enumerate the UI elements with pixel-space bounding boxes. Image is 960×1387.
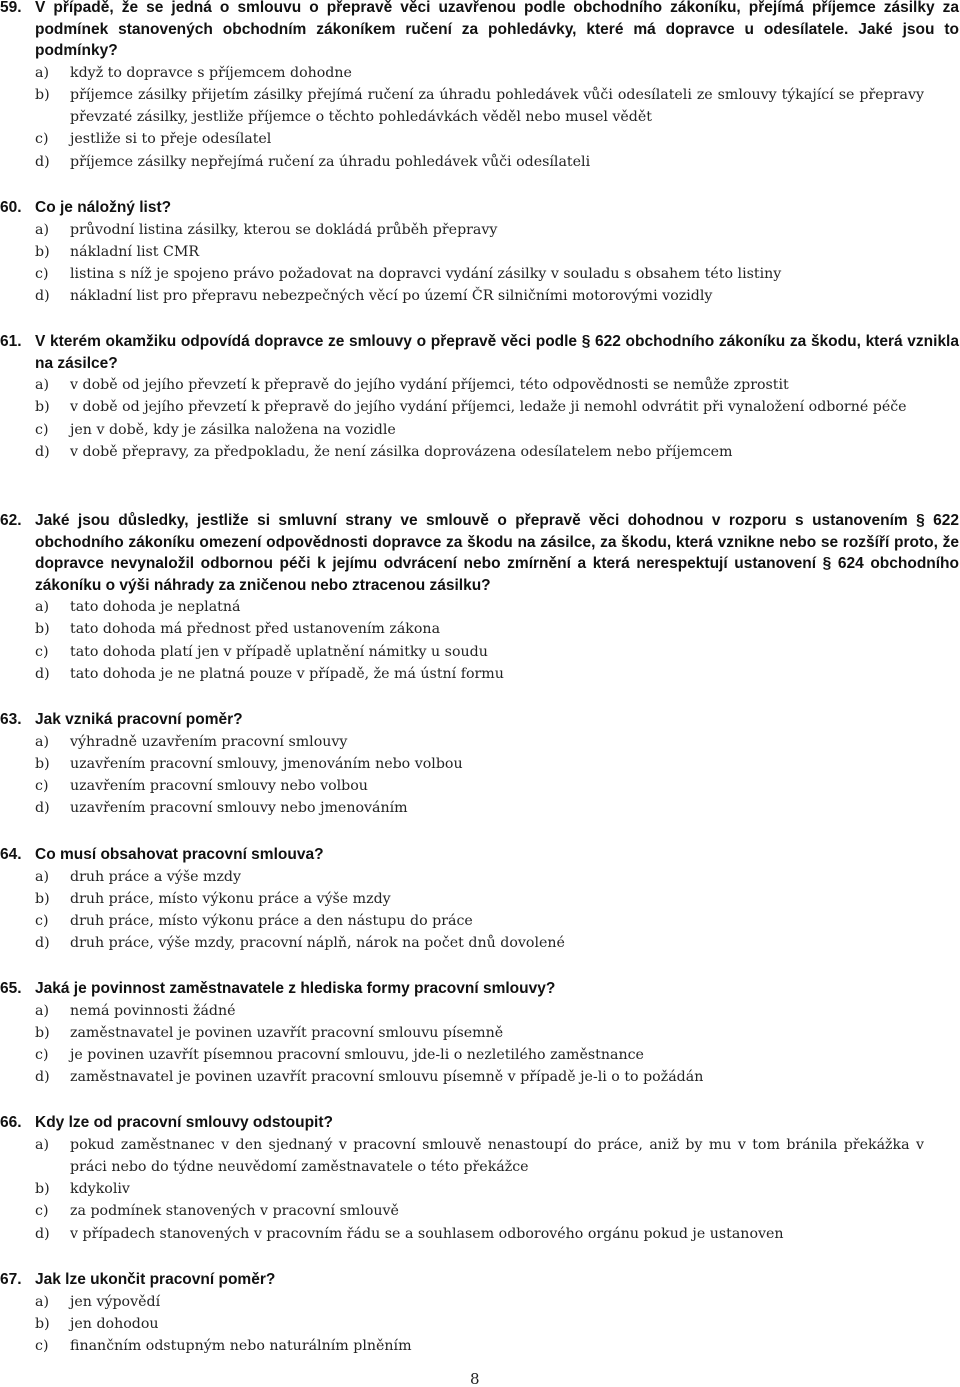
option-label: a) bbox=[35, 1293, 49, 1310]
option-label: a) bbox=[35, 1136, 49, 1153]
question-text: Jaká je povinnost zaměstnavatele z hlediska formy pracovní smlouvy? bbox=[35, 980, 556, 997]
option-text: nákladní list pro přepravu nebezpečných věcí po území ČR silničními motorovými vozidly bbox=[70, 288, 713, 305]
option-label: a) bbox=[35, 1002, 49, 1019]
option-text: jen výpovědí bbox=[70, 1293, 161, 1310]
option-text: druh práce, místo výkonu práce a den nástupu do práce bbox=[70, 913, 473, 930]
question-text: Co je náložný list? bbox=[35, 199, 172, 216]
question-heading bbox=[0, 0, 960, 62]
question-number: 61. bbox=[0, 333, 22, 350]
option-text: zaměstnavatel je povinen uzavřít pracovní smlouvu písemně bbox=[70, 1024, 504, 1041]
option-text: druh práce, místo výkonu práce a výše mzdy bbox=[70, 890, 391, 907]
answer-option bbox=[0, 1223, 960, 1245]
answer-option bbox=[0, 1022, 960, 1044]
option-text: je povinen uzavřít písemnou pracovní smlouvu, jde-li o nezletilého zaměstnance bbox=[70, 1047, 644, 1064]
question-65 bbox=[0, 978, 960, 1089]
question-heading bbox=[0, 331, 960, 374]
option-text: jestliže si to přeje odesílatel bbox=[70, 131, 272, 148]
option-text: v době přepravy, za předpokladu, že není zásilka doprovázena odesílatelem nebo příjemcem bbox=[70, 443, 733, 460]
option-label: a) bbox=[35, 868, 49, 885]
answer-option bbox=[0, 1000, 960, 1022]
option-text: v době od jejího převzetí k přepravě do jejího vydání příjemci, ledaže ji nemohl odvrátit při vynaložení odborné péče bbox=[70, 399, 907, 416]
option-label: c) bbox=[35, 266, 49, 283]
option-text: jen v době, kdy je zásilka naložena na vozidle bbox=[70, 421, 396, 438]
option-label: d) bbox=[35, 288, 50, 305]
option-label: d) bbox=[35, 935, 50, 952]
question-text: Jaké jsou důsledky, jestliže si smluvní strany ve smlouvě o přepravě věci dohodnou v rozporu s ustanovením § 622 obchodního zákoníku omezení odpovědnosti dopravce za škodu na zásilce, za škodu, která vznikne nebo se rozšíří proto, že dopravce nevynaložil odbornou péči k jejímu odvrácení nebo zmírnění a která nerespektují ustanovení § 624 obchodního zákoníku o výši náhrady za zničenou nebo ztracenou zásilku? bbox=[35, 512, 959, 594]
answer-option bbox=[0, 396, 960, 418]
option-text: nákladní list CMR bbox=[70, 243, 200, 260]
option-text: uzavřením pracovní smlouvy nebo jmenováním bbox=[70, 800, 408, 817]
option-label: b) bbox=[35, 755, 50, 772]
option-label: d) bbox=[35, 153, 50, 170]
option-label: b) bbox=[35, 86, 50, 103]
option-label: a) bbox=[35, 64, 49, 81]
answer-option bbox=[0, 419, 960, 441]
answer-option bbox=[0, 1134, 960, 1179]
question-64 bbox=[0, 844, 960, 955]
question-63 bbox=[0, 709, 960, 820]
answer-option bbox=[0, 663, 960, 685]
option-text: nemá povinnosti žádné bbox=[70, 1002, 236, 1019]
question-text: Kdy lze od pracovní smlouvy odstoupit? bbox=[35, 1114, 333, 1131]
answer-option bbox=[0, 888, 960, 910]
option-text: příjemce zásilky nepřejímá ručení za úhradu pohledávek vůči odesílateli bbox=[70, 153, 591, 170]
answer-option bbox=[0, 1066, 960, 1088]
option-text: když to dopravce s příjemcem dohodne bbox=[70, 64, 352, 81]
question-number: 59. bbox=[0, 0, 22, 16]
answer-option bbox=[0, 866, 960, 888]
question-text: V kterém okamžiku odpovídá dopravce ze smlouvy o přepravě věci podle § 622 obchodního zákoníku za škodu, která vznikla na zásilce? bbox=[35, 333, 959, 372]
answer-option bbox=[0, 753, 960, 775]
option-label: d) bbox=[35, 1069, 50, 1086]
question-heading bbox=[0, 510, 960, 596]
answer-option bbox=[0, 84, 960, 129]
answer-option bbox=[0, 1200, 960, 1222]
question-61 bbox=[0, 331, 960, 463]
option-text: kdykoliv bbox=[70, 1181, 130, 1198]
question-number: 63. bbox=[0, 711, 22, 728]
question-number: 67. bbox=[0, 1271, 22, 1288]
option-label: b) bbox=[35, 890, 50, 907]
answer-option bbox=[0, 374, 960, 396]
question-text: V případě, že se jedná o smlouvu o přepravě věci uzavřenou podle obchodního zákoníku, přejímá příjemce zásilky za podmínek stanovených obchodním zákoníkem ručení za pohledávky, které má dopravce u odesílatele. Jaké jsou to podmínky? bbox=[35, 0, 959, 59]
answer-option bbox=[0, 62, 960, 84]
question-67 bbox=[0, 1269, 960, 1357]
option-label: c) bbox=[35, 643, 49, 660]
option-label: b) bbox=[35, 1024, 50, 1041]
option-label: d) bbox=[35, 443, 50, 460]
option-text: druh práce a výše mzdy bbox=[70, 868, 242, 885]
option-label: a) bbox=[35, 599, 49, 615]
option-label: a) bbox=[35, 221, 49, 238]
option-text: tato dohoda je neplatná bbox=[70, 599, 241, 615]
option-label: c) bbox=[35, 421, 49, 438]
question-heading bbox=[0, 978, 960, 1000]
option-label: b) bbox=[35, 399, 50, 416]
option-label: c) bbox=[35, 1338, 49, 1355]
question-text: Jak lze ukončit pracovní poměr? bbox=[35, 1271, 276, 1288]
answer-option bbox=[0, 1291, 960, 1313]
option-label: c) bbox=[35, 778, 49, 795]
question-number: 65. bbox=[0, 980, 22, 997]
option-text: pokud zaměstnanec v den sjednaný v pracovní smlouvě nenastoupí do práce, aniž by mu v tom bránila překážka v práci nebo do týdne neuvědomí zaměstnavatele o této překážce bbox=[70, 1136, 924, 1175]
option-label: b) bbox=[35, 243, 50, 260]
option-text: tato dohoda je ne platná pouze v případě, že má ústní formu bbox=[70, 665, 504, 682]
question-number: 64. bbox=[0, 846, 22, 863]
answer-option bbox=[0, 441, 960, 463]
option-text: tato dohoda platí jen v případě uplatnění námitky u soudu bbox=[70, 643, 488, 660]
answer-option bbox=[0, 1335, 960, 1357]
answer-option bbox=[0, 618, 960, 640]
option-label: d) bbox=[35, 800, 50, 817]
answer-option bbox=[0, 1044, 960, 1066]
question-heading bbox=[0, 709, 960, 731]
option-text: výhradně uzavřením pracovní smlouvy bbox=[70, 733, 348, 750]
answer-option bbox=[0, 797, 960, 819]
answer-option bbox=[0, 910, 960, 932]
question-heading bbox=[0, 844, 960, 866]
question-number: 66. bbox=[0, 1114, 22, 1131]
option-text: druh práce, výše mzdy, pracovní náplň, nárok na počet dnů dovolené bbox=[70, 935, 565, 952]
answer-option bbox=[0, 151, 960, 173]
option-label: b) bbox=[35, 621, 50, 638]
question-heading bbox=[0, 1269, 960, 1291]
question-62 bbox=[0, 510, 960, 685]
answer-option bbox=[0, 596, 960, 618]
answer-option bbox=[0, 775, 960, 797]
answer-option bbox=[0, 932, 960, 954]
question-text: Jak vzniká pracovní poměr? bbox=[35, 711, 243, 728]
option-text: za podmínek stanovených v pracovní smlouvě bbox=[70, 1203, 399, 1220]
option-label: d) bbox=[35, 1225, 50, 1242]
option-text: tato dohoda má přednost před ustanovením zákona bbox=[70, 621, 441, 638]
answer-option bbox=[0, 263, 960, 285]
option-text: v případech stanovených v pracovním řádu se a souhlasem odborového orgánu pokud je ustanoven bbox=[70, 1225, 784, 1242]
option-label: b) bbox=[35, 1315, 50, 1332]
answer-option bbox=[0, 641, 960, 663]
answer-option bbox=[0, 128, 960, 150]
option-text: průvodní listina zásilky, kterou se dokládá průběh přepravy bbox=[70, 221, 498, 238]
question-66 bbox=[0, 1112, 960, 1245]
option-text: finančním odstupným nebo naturálním plněním bbox=[70, 1338, 412, 1355]
answer-option bbox=[0, 1178, 960, 1200]
answer-option bbox=[0, 219, 960, 241]
option-text: v době od jejího převzetí k přepravě do jejího vydání příjemci, této odpovědnosti se nemůže zprostit bbox=[70, 377, 789, 393]
option-label: d) bbox=[35, 665, 50, 682]
answer-option bbox=[0, 285, 960, 307]
question-heading bbox=[0, 197, 960, 219]
option-label: c) bbox=[35, 131, 49, 148]
option-text: uzavřením pracovní smlouvy nebo volbou bbox=[70, 778, 368, 795]
option-text: uzavřením pracovní smlouvy, jmenováním nebo volbou bbox=[70, 755, 463, 772]
answer-option bbox=[0, 241, 960, 263]
option-text: příjemce zásilky přijetím zásilky přejímá ručení za úhradu pohledávek vůči odesílateli ze smlouvy týkající se přepravy převzaté zásilky, jestliže příjemce o těchto pohledávkách věděl nebo musel vědět bbox=[70, 86, 924, 126]
option-label: b) bbox=[35, 1181, 50, 1198]
answer-option bbox=[0, 1313, 960, 1335]
option-text: zaměstnavatel je povinen uzavřít pracovní smlouvu písemně v případě je-li o to požádán bbox=[70, 1069, 704, 1086]
question-59 bbox=[0, 0, 960, 173]
option-label: c) bbox=[35, 1203, 49, 1220]
option-label: a) bbox=[35, 733, 49, 750]
question-heading bbox=[0, 1112, 960, 1134]
option-label: c) bbox=[35, 1047, 49, 1064]
option-label: c) bbox=[35, 913, 49, 930]
option-label: a) bbox=[35, 377, 49, 393]
page-number: 8 bbox=[470, 1370, 480, 1387]
option-text: listina s níž je spojeno právo požadovat na dopravci vydání zásilky v souladu s obsahem této listiny bbox=[70, 266, 782, 283]
option-text: jen dohodou bbox=[70, 1315, 159, 1332]
question-60 bbox=[0, 197, 960, 308]
answer-option bbox=[0, 731, 960, 753]
question-number: 62. bbox=[0, 512, 22, 529]
question-text: Co musí obsahovat pracovní smlouva? bbox=[35, 846, 324, 863]
question-number: 60. bbox=[0, 199, 22, 216]
